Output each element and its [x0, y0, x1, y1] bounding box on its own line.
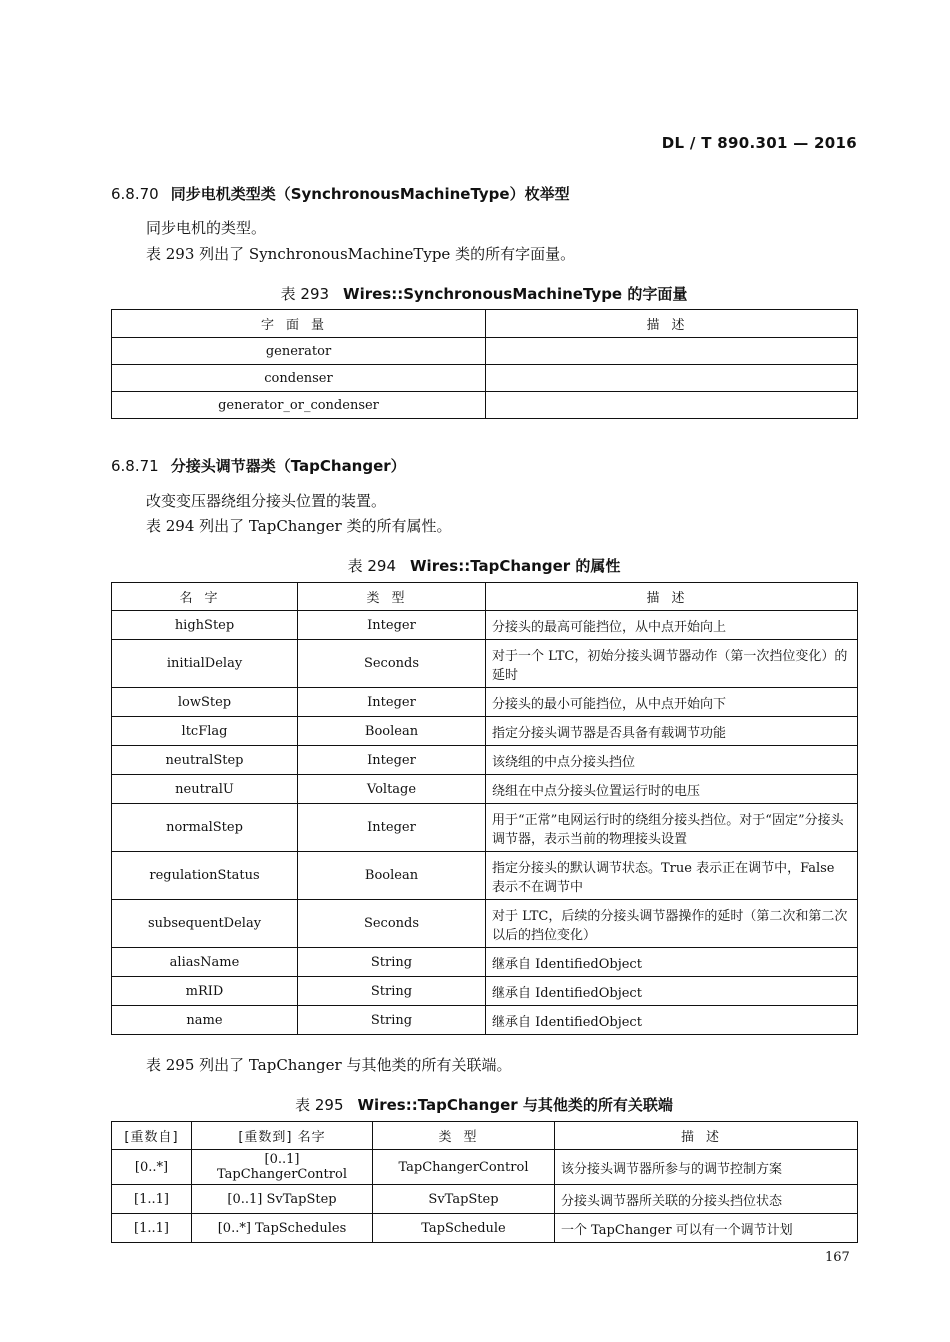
column-header: 描述 [555, 1122, 858, 1150]
cell: 指定分接头的默认调节状态。True 表示正在调节中，False 表示不在调节中 [486, 852, 858, 900]
page-number: 167 [825, 1250, 850, 1265]
cell: String [298, 977, 486, 1006]
section-heading [111, 455, 406, 476]
cell [486, 338, 858, 365]
table-295 [111, 1121, 858, 1243]
cell: 该分接头调节器所参与的调节控制方案 [555, 1150, 858, 1185]
cell: neutralStep [112, 746, 298, 775]
cell: normalStep [112, 804, 298, 852]
cell: ltcFlag [112, 717, 298, 746]
cell [486, 392, 858, 419]
table-row [112, 1006, 858, 1035]
cell: Integer [298, 746, 486, 775]
table-row [112, 900, 858, 948]
cell: 继承自 IdentifiedObject [486, 977, 858, 1006]
cell: Integer [298, 688, 486, 717]
column-header: 类型 [373, 1122, 555, 1150]
table-row [112, 338, 858, 365]
table-row [112, 977, 858, 1006]
document-id: DL / T 890.301 — 2016 [661, 134, 857, 152]
cell: TapChangerControl [373, 1150, 555, 1185]
cell: lowStep [112, 688, 298, 717]
cell: 分接头调节器所关联的分接头挡位状态 [555, 1185, 858, 1214]
cell: 对于一个 LTC，初始分接头调节器动作（第一次挡位变化）的延时 [486, 640, 858, 688]
cell: 对于 LTC，后续的分接头调节器操作的延时（第二次和第二次以后的挡位变化） [486, 900, 858, 948]
column-header: 描述 [486, 310, 858, 338]
table-number: 表 294 [347, 557, 397, 575]
cell: aliasName [112, 948, 298, 977]
paragraph: 表 295 列出了 TapChanger 与其他类的所有关联端。 [146, 1056, 512, 1074]
cell: TapSchedule [373, 1214, 555, 1243]
table-row [112, 746, 858, 775]
table-row [112, 688, 858, 717]
cell: 指定分接头调节器是否具备有载调节功能 [486, 717, 858, 746]
cell: Boolean [298, 717, 486, 746]
cell: [1..1] [112, 1185, 192, 1214]
column-header: 字面量 [112, 310, 486, 338]
table-row [112, 948, 858, 977]
paragraph: 表 293 列出了 SynchronousMachineType 类的所有字面量。 [146, 245, 576, 263]
cell: 用于“正常”电网运行时的绕组分接头挡位。对于“固定”分接头调节器，表示当前的物理接头设置 [486, 804, 858, 852]
cell: 分接头的最高可能挡位，从中点开始向上 [486, 611, 858, 640]
table-title: Wires::TapChanger 的属性 [410, 557, 621, 575]
section-number: 6.8.70 [111, 185, 159, 203]
cell: condenser [112, 365, 486, 392]
table-number: 表 295 [295, 1096, 344, 1114]
cell: 一个 TapChanger 可以有一个调节计划 [555, 1214, 858, 1243]
paragraph: 改变变压器绕组分接头位置的装置。 [146, 492, 387, 510]
cell: 继承自 IdentifiedObject [486, 1006, 858, 1035]
table-row [112, 365, 858, 392]
table-row [112, 640, 858, 688]
cell: 继承自 IdentifiedObject [486, 948, 858, 977]
cell: Integer [298, 804, 486, 852]
column-header: [重数到] 名字 [192, 1122, 373, 1150]
table-row [112, 775, 858, 804]
section-title: 同步电机类型类（SynchronousMachineType）枚举型 [170, 185, 570, 203]
cell: [0..1] SvTapStep [192, 1185, 373, 1214]
table-number: 表 293 [280, 285, 330, 303]
cell: generator_or_condenser [112, 392, 486, 419]
cell: SvTapStep [373, 1185, 555, 1214]
table-title: Wires::SynchronousMachineType 的字面量 [343, 285, 688, 303]
cell [486, 365, 858, 392]
cell: Voltage [298, 775, 486, 804]
paragraph: 同步电机的类型。 [146, 219, 267, 237]
cell: [0..*] TapSchedules [192, 1214, 373, 1243]
table-title: Wires::TapChanger 与其他类的所有关联端 [357, 1096, 673, 1114]
cell: generator [112, 338, 486, 365]
table-row [112, 804, 858, 852]
table-row [112, 392, 858, 419]
table-293 [111, 309, 858, 419]
table-row [112, 717, 858, 746]
table-caption [111, 283, 857, 304]
cell: regulationStatus [112, 852, 298, 900]
cell: String [298, 948, 486, 977]
table-294 [111, 582, 858, 1035]
cell: Integer [298, 611, 486, 640]
cell: highStep [112, 611, 298, 640]
cell: initialDelay [112, 640, 298, 688]
section-number: 6.8.71 [111, 457, 159, 475]
cell: Seconds [298, 640, 486, 688]
table-row [112, 852, 858, 900]
table-row [112, 1214, 858, 1243]
cell: Seconds [298, 900, 486, 948]
cell: 分接头的最小可能挡位，从中点开始向下 [486, 688, 858, 717]
cell: [0..1] TapChangerControl [192, 1150, 373, 1185]
table-caption [111, 555, 857, 576]
column-header: 类型 [298, 583, 486, 611]
table-row [112, 611, 858, 640]
section-title: 分接头调节器类（TapChanger） [170, 457, 406, 475]
cell: mRID [112, 977, 298, 1006]
cell: [1..1] [112, 1214, 192, 1243]
cell: neutralU [112, 775, 298, 804]
cell: Boolean [298, 852, 486, 900]
column-header: [重数自] [112, 1122, 192, 1150]
paragraph: 表 294 列出了 TapChanger 类的所有属性。 [146, 517, 452, 535]
table-row [112, 1185, 858, 1214]
column-header: 名字 [112, 583, 298, 611]
cell: 该绕组的中点分接头挡位 [486, 746, 858, 775]
cell: name [112, 1006, 298, 1035]
section-heading [111, 183, 570, 204]
cell: String [298, 1006, 486, 1035]
cell: [0..*] [112, 1150, 192, 1185]
cell: subsequentDelay [112, 900, 298, 948]
cell: 绕组在中点分接头位置运行时的电压 [486, 775, 858, 804]
table-row [112, 1150, 858, 1185]
table-caption [111, 1094, 857, 1115]
column-header: 描述 [486, 583, 858, 611]
